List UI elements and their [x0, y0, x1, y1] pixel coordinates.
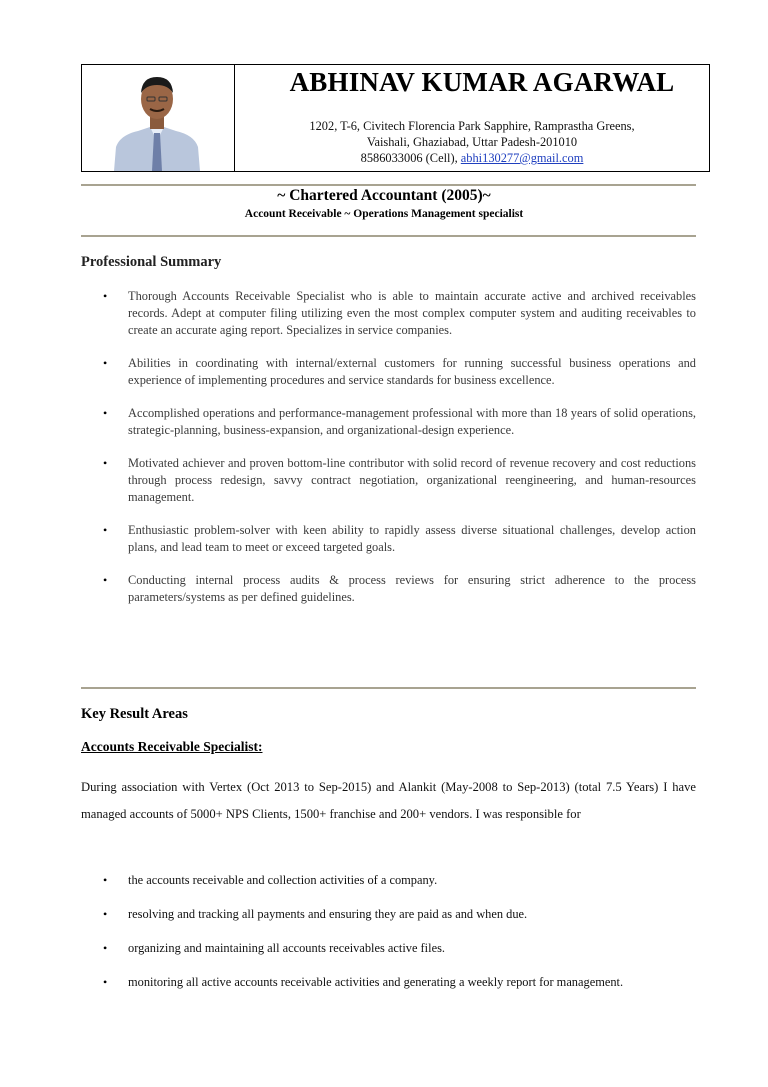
- kra-list: [81, 872, 696, 1008]
- list-item: [81, 288, 696, 339]
- address-line-1: 1202, T-6, Civitech Florencia Park Sapphire, Ramprastha Greens,: [309, 119, 635, 133]
- list-item: [81, 405, 696, 439]
- bullet-icon: •: [103, 907, 108, 921]
- list-item-text: Accomplished operations and performance-management professional with more than 18 years of solid operations, strategic-planning, business-expansion, and organizational-design experience.: [128, 406, 696, 437]
- profile-photo-cell: [82, 65, 235, 171]
- email-link[interactable]: abhi130277@gmail.com: [460, 151, 584, 165]
- list-item-text: Thorough Accounts Receivable Specialist who is able to maintain accurate active and archived receivables records. Adept at computer filing utilizing even the most complex computer system and auditing receivables to create an accurate aging report. Specializes in service companies.: [128, 289, 696, 337]
- list-item: [81, 974, 696, 991]
- list-item-text: organizing and maintaining all accounts receivables active files.: [128, 941, 445, 955]
- list-item: [81, 355, 696, 389]
- list-item: [81, 906, 696, 923]
- profile-photo: [106, 67, 208, 171]
- address-line-2: Vaishali, Ghaziabad, Uttar Padesh-201010: [366, 135, 578, 149]
- list-item: [81, 940, 696, 957]
- bullet-icon: •: [103, 873, 108, 887]
- contact-info: [235, 65, 709, 171]
- header-box: [81, 64, 710, 172]
- divider-rule: [81, 184, 696, 186]
- key-result-areas-heading: Key Result Areas: [81, 706, 188, 722]
- address-block: [235, 118, 709, 166]
- list-item-text: resolving and tracking all payments and ensuring they are paid as and when due.: [128, 907, 528, 921]
- candidate-name: ABHINAV KUMAR AGARWAL: [289, 67, 675, 97]
- bullet-icon: •: [103, 941, 108, 955]
- bullet-icon: •: [103, 523, 108, 537]
- phone: 8586033006 (Cell),: [360, 151, 458, 165]
- bullet-icon: •: [103, 456, 108, 470]
- bullet-icon: •: [103, 975, 108, 989]
- list-item-text: Motivated achiever and proven bottom-line contributor with solid record of revenue recovery and cost reductions through process redesign, savvy contract negotiation, organizational reengineering, and human-resources management.: [128, 456, 696, 504]
- contact-line: [235, 150, 709, 166]
- list-item: [81, 522, 696, 556]
- professional-summary-list: [81, 288, 696, 622]
- list-item-text: Conducting internal process audits & process reviews for ensuring strict adherence to the process parameters/systems as per defined guidelines.: [128, 573, 696, 604]
- professional-subtitle: Account Receivable ~ Operations Management specialist: [244, 208, 524, 220]
- list-item-text: monitoring all active accounts receivable activities and generating a weekly report for management.: [128, 975, 624, 989]
- divider-rule: [81, 235, 696, 237]
- bullet-icon: •: [103, 289, 108, 303]
- bullet-icon: •: [103, 573, 108, 587]
- bullet-icon: •: [103, 406, 108, 420]
- divider-rule: [81, 687, 696, 689]
- professional-summary-heading: Professional Summary: [81, 254, 222, 270]
- bullet-icon: •: [103, 356, 108, 370]
- list-item-text: the accounts receivable and collection activities of a company.: [128, 873, 438, 887]
- list-item: [81, 872, 696, 889]
- kra-paragraph: During association with Vertex (Oct 2013 to Sep-2015) and Alankit (May-2008 to Sep-2013) (total 7.5 Years) I have managed accounts of 5000+ NPS Clients, 1500+ franchise and 200+ vendors. I was responsible for: [81, 780, 696, 821]
- professional-title: ~ Chartered Accountant (2005)~: [277, 187, 491, 204]
- accounts-receivable-subheading: Accounts Receivable Specialist:: [81, 739, 263, 754]
- list-item-text: Abilities in coordinating with internal/external customers for running successful business operations and experience of implementing procedures and service standards for business excellence.: [128, 356, 696, 387]
- list-item: [81, 455, 696, 506]
- list-item-text: Enthusiastic problem-solver with keen ability to rapidly assess diverse situational challenges, develop action plans, and lead team to meet or exceed targeted goals.: [128, 523, 696, 554]
- list-item: [81, 572, 696, 606]
